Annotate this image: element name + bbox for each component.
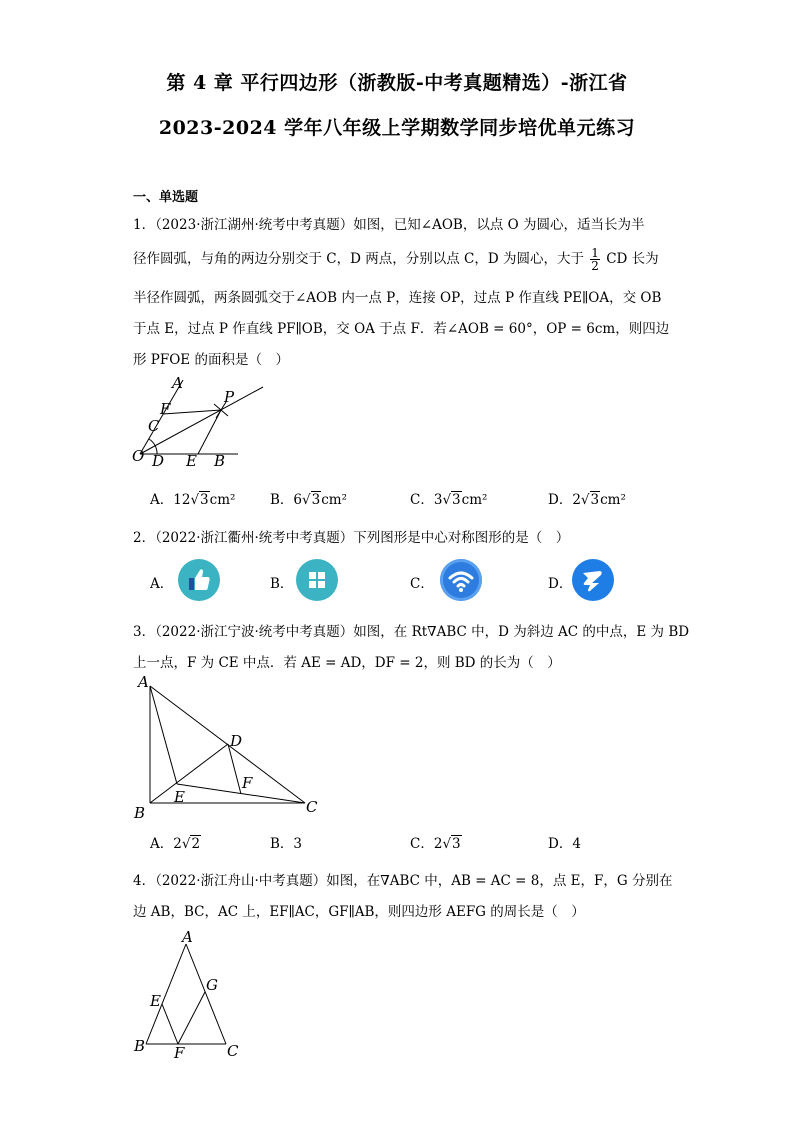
option-radicand: 3 — [311, 492, 321, 508]
option-letter: A． — [150, 492, 174, 508]
option-letter: C． — [410, 492, 434, 508]
grid-icon[interactable] — [296, 559, 338, 601]
doc-title-line2: 2023-2024 学年八年级上学期数学同步培优单元练习 — [158, 117, 636, 139]
label-f: F — [174, 1044, 185, 1060]
label-c: C — [148, 417, 160, 435]
sqrt-symbol: √ — [442, 836, 452, 852]
label-c: C — [227, 1042, 239, 1060]
q3-line1: 3．（2022·浙江宁波·统考中考真题）如图，在 Rt∇ABC 中，D 为斜边 AC 的中点，E 为 BD — [133, 624, 690, 640]
q4-figure — [128, 930, 248, 1060]
label-e: E — [174, 788, 185, 806]
sqrt-symbol: √ — [580, 492, 590, 508]
sqrt-symbol: √ — [181, 836, 191, 852]
option-unit: cm² — [209, 492, 236, 508]
q1-line2 — [133, 247, 659, 272]
q3-option-c[interactable] — [410, 832, 462, 852]
option-letter: D． — [548, 492, 573, 508]
label-f: F — [160, 400, 171, 418]
q1-line2a: 径作圆弧，与角的两边分别交于 C，D 两点，分别以点 C，D 为圆心，大于 — [133, 251, 584, 267]
option-radicand: 3 — [452, 492, 461, 508]
option-text: 4 — [572, 836, 581, 852]
option-coef: 3 — [433, 492, 443, 508]
q4-line1: 4．（2022·浙江舟山·中考真题）如图，在∇ABC 中，AB = AC = 8，点 E，F，G 分别在 — [133, 873, 673, 889]
q2-option-a-label[interactable]: A． — [150, 576, 174, 592]
sqrt-symbol: √ — [190, 492, 200, 508]
segment-ac — [186, 944, 226, 1044]
q1-option-c[interactable] — [410, 488, 487, 508]
option-coef: 6 — [293, 492, 303, 508]
label-a: A — [138, 673, 149, 691]
section-heading: 一、单选题 — [133, 190, 199, 205]
thumbs-up-icon[interactable] — [178, 559, 220, 601]
doc-title-line1: 第 4 章 平行四边形（浙教版-中考真题精选）-浙江省 — [166, 72, 628, 94]
segment-ae — [150, 686, 177, 784]
option-letter: D． — [548, 836, 573, 852]
option-letter: C． — [410, 836, 434, 852]
label-f: F — [242, 774, 253, 792]
q3-option-a[interactable] — [150, 832, 201, 852]
label-a: A — [172, 374, 183, 392]
label-g: G — [206, 976, 218, 994]
q2-line1: 2．（2022·浙江衢州·统考中考真题）下列图形是中心对称图形的是（ ） — [133, 530, 570, 546]
option-coef: 2 — [572, 492, 581, 508]
q1-fraction — [590, 247, 600, 272]
q2-option-c-label[interactable]: C． — [410, 576, 434, 592]
option-radicand: 2 — [191, 836, 201, 852]
segment-fg — [178, 992, 205, 1044]
sqrt-symbol: √ — [302, 492, 311, 508]
option-unit: cm² — [461, 492, 488, 508]
q1-option-d[interactable] — [548, 488, 626, 508]
segment-bd — [150, 744, 228, 803]
q1-line4: 于点 E，过点 P 作直线 PF∥OB，交 OA 于点 F．若∠AOB = 60°，OP = 6cm，则四边 — [133, 321, 670, 337]
q3-option-b[interactable] — [270, 832, 302, 852]
q1-frac-den: 2 — [591, 259, 599, 273]
label-a: A — [182, 930, 193, 946]
q1-line2b: CD 长为 — [606, 251, 659, 267]
option-radicand: 3 — [452, 836, 461, 852]
option-letter: B． — [270, 492, 294, 508]
segment-ef — [162, 1004, 178, 1044]
option-unit: cm² — [321, 492, 347, 508]
q1-frac-num: 1 — [591, 246, 599, 260]
label-e: E — [150, 992, 161, 1010]
option-letter: B． — [270, 836, 294, 852]
option-coef: 12 — [173, 492, 191, 508]
q1-option-a[interactable] — [150, 488, 235, 508]
q1-line5: 形 PFOE 的面积是（ ） — [133, 352, 289, 368]
label-p: P — [224, 388, 235, 406]
q2-option-d-label[interactable]: D． — [548, 576, 573, 592]
label-e: E — [186, 452, 197, 470]
segment-df — [228, 744, 241, 794]
q4-line2: 边 AB，BC，AC 上，EF∥AC，GF∥AB，则四边形 AEFG 的周长是（ ） — [133, 904, 585, 920]
option-letter: A． — [150, 836, 174, 852]
q2-option-b-label[interactable]: B． — [270, 576, 294, 592]
q3-line2: 上一点，F 为 CE 中点．若 AE = AD，DF = 2，则 BD 的长为（ ） — [133, 655, 561, 671]
q3-figure — [128, 672, 328, 822]
label-d: D — [230, 732, 243, 750]
q1-figure — [128, 372, 278, 472]
label-b: B — [134, 1037, 146, 1055]
label-b: B — [214, 452, 226, 470]
q1-line1: 1．（2023·浙江湖州·统考中考真题）如图，已知∠AOB，以点 O 为圆心，适当长为半 — [133, 217, 645, 233]
label-o: O — [132, 447, 145, 465]
option-radicand: 3 — [590, 492, 600, 508]
option-text: 2 — [173, 836, 182, 852]
option-text: 2 — [433, 836, 443, 852]
option-radicand: 3 — [200, 492, 209, 508]
sqrt-symbol: √ — [442, 492, 452, 508]
bird-icon[interactable] — [572, 559, 614, 601]
q3-option-d[interactable] — [548, 832, 581, 852]
label-d: D — [152, 452, 165, 470]
option-text: 3 — [293, 836, 303, 852]
label-c: C — [306, 798, 318, 816]
option-unit: cm² — [600, 492, 626, 508]
label-b: B — [134, 804, 146, 822]
segment-pf — [163, 410, 221, 414]
q1-option-b[interactable] — [270, 488, 347, 508]
wifi-icon[interactable] — [440, 559, 482, 601]
q1-line3: 半径作圆弧，两条圆弧交于∠AOB 内一点 P，连接 OP，过点 P 作直线 PE∥OA，交 OB — [133, 290, 662, 306]
